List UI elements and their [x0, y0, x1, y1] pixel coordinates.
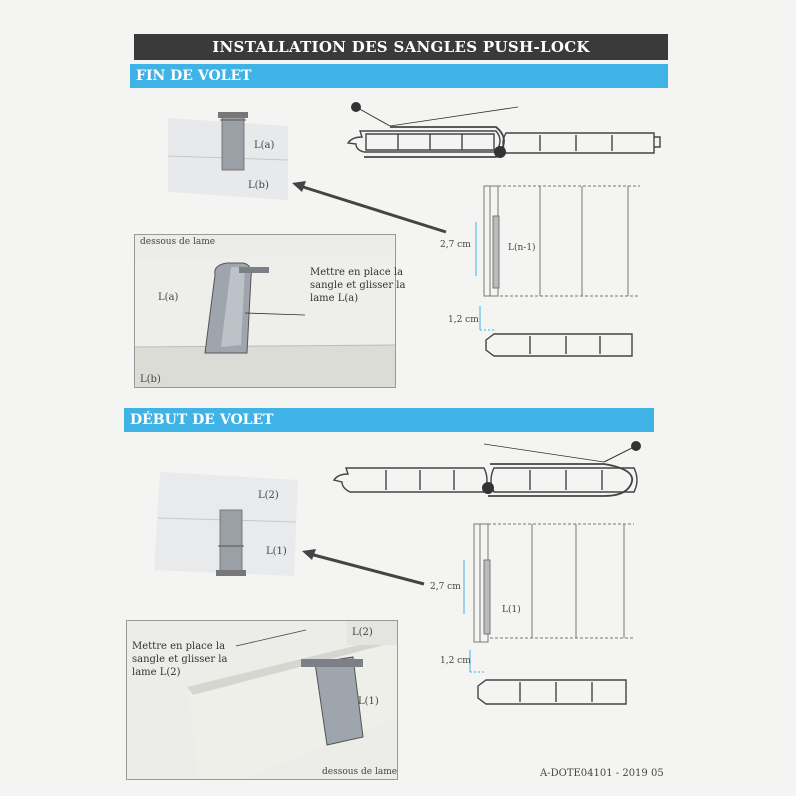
page-title: INSTALLATION DES SANGLES PUSH-LOCK — [134, 34, 668, 60]
instruction-end-line-2: sangle et glisser la — [310, 280, 406, 291]
strap-lock-marker — [494, 146, 506, 158]
label-l2-top: L(2) — [258, 490, 279, 501]
label-l1-diagram: L(1) — [502, 605, 521, 615]
photo-end-detail — [134, 234, 396, 388]
section-heading-start: DÉBUT DE VOLET — [124, 408, 654, 432]
slat-section-end — [484, 186, 640, 296]
instruction-end-line-3: lame L(a) — [310, 293, 359, 304]
strap-detail-graphic — [135, 235, 396, 388]
instruction-end-line-1: Mettre en place la — [310, 267, 404, 278]
dim-end-lower: 1,2 cm — [448, 315, 479, 325]
caption-end-detail: dessous de lame — [140, 237, 216, 247]
instruction-start-line-3: lame L(2) — [132, 667, 181, 678]
label-l1-top: L(1) — [266, 546, 287, 557]
document-reference: A-DOTE04101 - 2019 05 — [540, 768, 664, 779]
label-ln1: L(n-1) — [508, 243, 536, 253]
slat-profile-end-bottom — [486, 334, 632, 356]
label-l1-detail: L(1) — [358, 696, 379, 707]
photo-end-overview — [168, 112, 288, 202]
slat-photo-graphic-2 — [154, 472, 298, 576]
instruction-start — [132, 640, 227, 679]
caption-start-detail: dessous de lame — [322, 767, 398, 777]
label-l2-detail: L(2) — [352, 627, 373, 638]
slat-profile-end — [348, 127, 660, 157]
slat-profile-start-bottom — [478, 680, 626, 704]
dim-start-lower: 1,2 cm — [440, 656, 471, 666]
instruction-start-line-1: Mettre en place la — [132, 641, 226, 652]
label-la-detail: L(a) — [158, 292, 179, 303]
photo-start-overview — [154, 472, 298, 576]
strap-pin-marker-2 — [631, 441, 641, 451]
label-lb-detail: L(b) — [140, 374, 161, 385]
slat-photo-graphic — [168, 112, 288, 202]
dim-end-upper: 2,7 cm — [440, 240, 471, 250]
dim-start-upper: 2,7 cm — [430, 582, 461, 592]
instruction-end — [310, 266, 405, 305]
slat-profile-start — [334, 464, 637, 496]
instruction-start-line-2: sangle et glisser la — [132, 654, 228, 665]
strap-pin-marker — [351, 102, 361, 112]
dimension-lines-end — [476, 222, 494, 330]
slat-section-start — [474, 524, 634, 642]
label-la-top: L(a) — [254, 140, 275, 151]
section-heading-end: FIN DE VOLET — [130, 64, 668, 88]
strap-lock-marker-2 — [482, 482, 494, 494]
label-lb-top: L(b) — [248, 180, 269, 191]
